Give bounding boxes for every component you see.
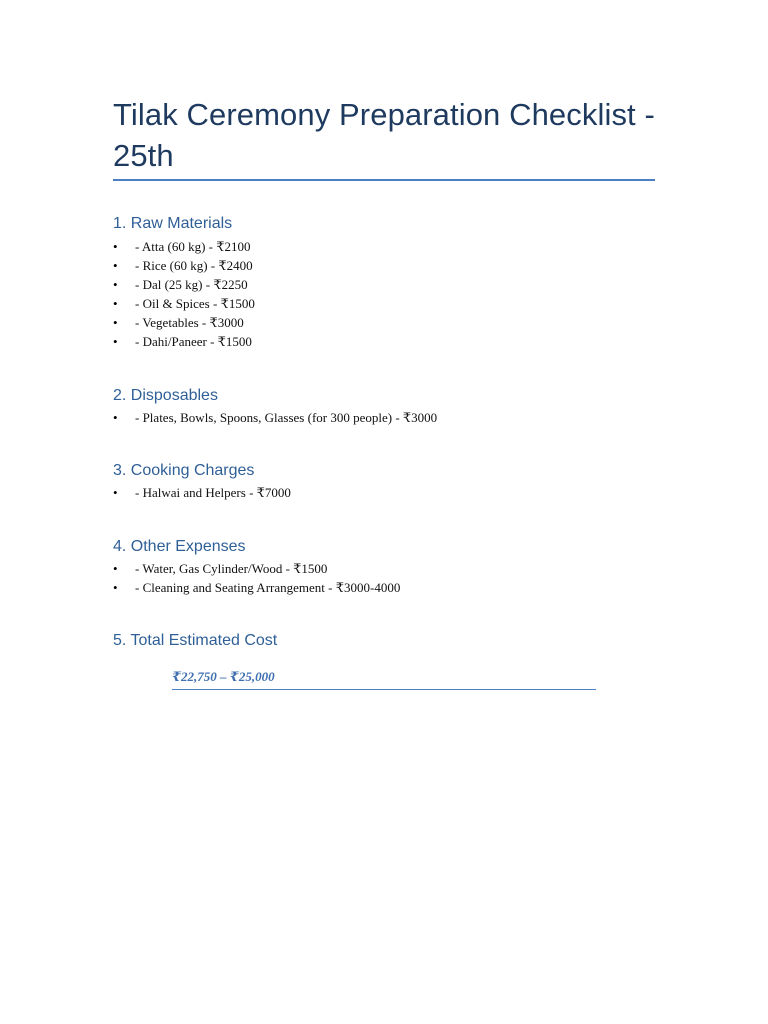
bullet-icon: • bbox=[113, 561, 118, 576]
title-underline bbox=[113, 179, 655, 181]
section-heading-total-estimated-cost: 5. Total Estimated Cost bbox=[113, 632, 278, 649]
bullet-icon: • bbox=[113, 315, 118, 330]
list-item bbox=[113, 275, 673, 294]
section-heading-raw-materials: 1. Raw Materials bbox=[113, 215, 233, 232]
bullet-icon: • bbox=[113, 296, 118, 311]
bullet-icon: • bbox=[113, 410, 118, 425]
section-heading-other-expenses: 4. Other Expenses bbox=[113, 538, 246, 555]
other-expenses-list bbox=[113, 559, 673, 597]
list-item-text: - Rice (60 kg) - ₹2400 bbox=[135, 258, 253, 273]
total-estimated-cost-value: ₹22,750 – ₹25,000 bbox=[172, 669, 275, 684]
list-item bbox=[113, 313, 673, 332]
list-item bbox=[113, 559, 673, 578]
list-item-text: - Plates, Bowls, Spoons, Glasses (for 300 people) - ₹3000 bbox=[135, 410, 438, 425]
bullet-icon: • bbox=[113, 334, 118, 349]
bullet-icon: • bbox=[113, 580, 118, 595]
list-item-text: - Vegetables - ₹3000 bbox=[135, 315, 244, 330]
list-item-text: - Atta (60 kg) - ₹2100 bbox=[135, 239, 251, 254]
list-item bbox=[113, 294, 673, 313]
document-title: Tilak Ceremony Preparation Checklist - 25th bbox=[113, 97, 655, 173]
total-underline bbox=[172, 689, 596, 690]
raw-materials-list bbox=[113, 237, 673, 351]
section-heading-cooking-charges: 3. Cooking Charges bbox=[113, 462, 255, 479]
cooking-charges-list bbox=[113, 483, 673, 502]
bullet-icon: • bbox=[113, 258, 118, 273]
list-item bbox=[113, 332, 673, 351]
list-item-text: - Cleaning and Seating Arrangement - ₹3000-4000 bbox=[135, 580, 401, 595]
list-item-text: - Water, Gas Cylinder/Wood - ₹1500 bbox=[135, 561, 328, 576]
list-item-text: - Dahi/Paneer - ₹1500 bbox=[135, 334, 252, 349]
list-item bbox=[113, 483, 673, 502]
bullet-icon: • bbox=[113, 485, 118, 500]
list-item bbox=[113, 237, 673, 256]
list-item bbox=[113, 578, 673, 597]
disposables-list bbox=[113, 408, 673, 427]
list-item-text: - Halwai and Helpers - ₹7000 bbox=[135, 485, 291, 500]
list-item bbox=[113, 256, 673, 275]
list-item-text: - Dal (25 kg) - ₹2250 bbox=[135, 277, 248, 292]
list-item bbox=[113, 408, 673, 427]
bullet-icon: • bbox=[113, 277, 118, 292]
list-item-text: - Oil & Spices - ₹1500 bbox=[135, 296, 255, 311]
bullet-icon: • bbox=[113, 239, 118, 254]
section-heading-disposables: 2. Disposables bbox=[113, 387, 218, 404]
